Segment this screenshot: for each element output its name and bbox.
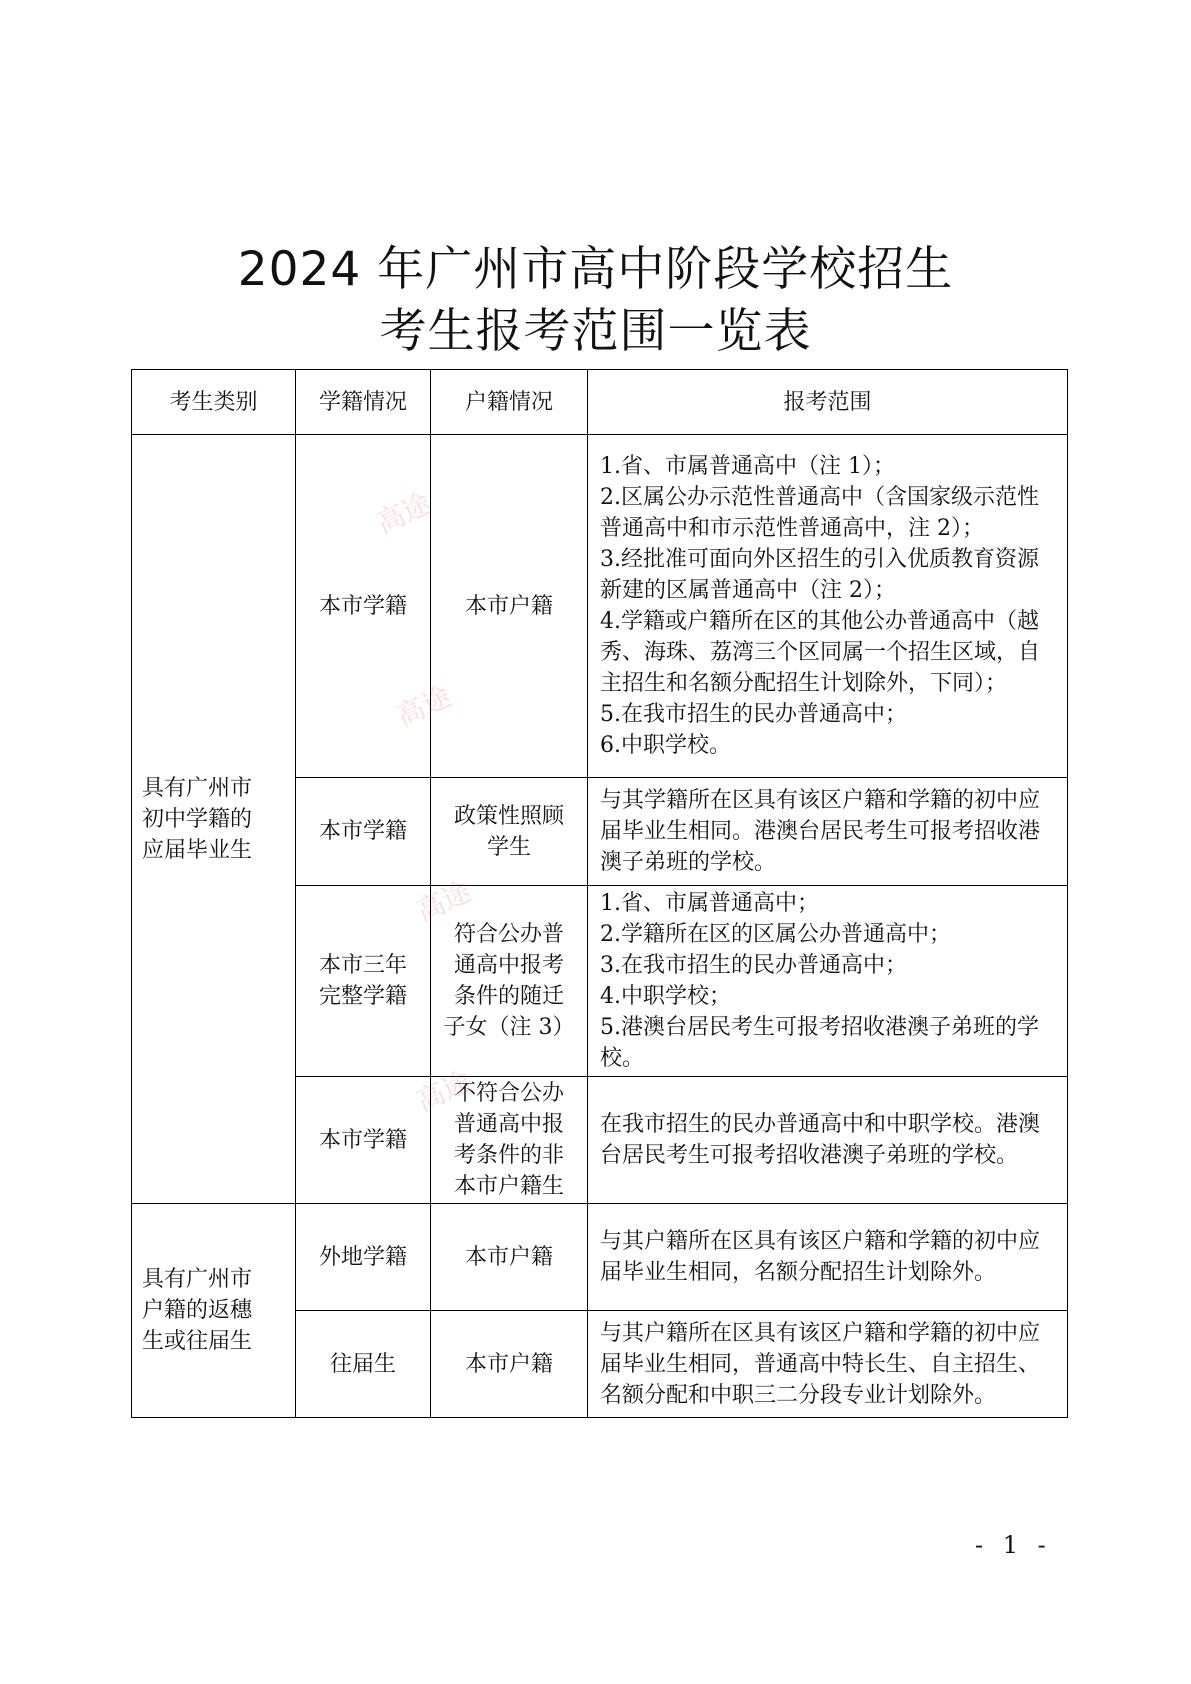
column-header-category: 考生类别 [132, 370, 296, 435]
scope-item: 4.中职学校； [600, 984, 731, 1009]
huji-cell [431, 1077, 588, 1204]
category-cell-line: 初中学籍的 [142, 806, 253, 832]
watermark-logo: 高途 [411, 1064, 476, 1119]
xueji-cell [296, 778, 431, 886]
category-cell-line: 户籍的返穗 [142, 1298, 253, 1323]
scope-cell [588, 1311, 1068, 1418]
huji-cell-line: 本市户籍 [464, 1351, 553, 1377]
scope-item: 5.在我市招生的民办普通高中； [600, 702, 907, 727]
category-cell-line: 应届毕业生 [142, 837, 253, 863]
huji-cell [431, 886, 588, 1077]
scope-item: 2.区属公办示范性普通高中（含国家级示范性普通高中和市示范性普通高中，注 2）； [600, 485, 1039, 541]
scope-item: 3.经批准可面向外区招生的引入优质教育资源新建的区属普通高中（注 2）； [600, 547, 1039, 603]
xueji-cell [296, 1077, 431, 1204]
scope-item: 在我市招生的民办普通高中和中职学校。港澳台居民考生可报考招收港澳子弟班的学校。 [600, 1112, 1041, 1168]
xueji-cell [296, 435, 431, 778]
scope-cell [588, 778, 1068, 886]
huji-cell-line: 本市户籍 [464, 593, 553, 619]
xueji-cell-line: 往届生 [329, 1351, 396, 1377]
huji-cell [431, 435, 588, 778]
scope-item: 5.港澳台居民考生可报考招收港澳子弟班的学校。 [600, 1015, 1039, 1071]
huji-cell [431, 1204, 588, 1311]
column-header-scope: 报考范围 [588, 370, 1068, 435]
huji-cell-line: 本市户籍生 [453, 1174, 564, 1199]
xueji-cell [296, 886, 431, 1077]
page-title-line1: 2024 年广州市高中阶段学校招生 [237, 242, 954, 297]
xueji-cell-line: 本市学籍 [318, 1127, 407, 1153]
scope-cell [588, 435, 1068, 778]
huji-cell-line: 通高中报考 [453, 953, 564, 978]
scope-item: 与其户籍所在区具有该区户籍和学籍的初中应届毕业生相同，普通高中特长生、自主招生、名额分配和中职三二分段专业计划除外。 [600, 1320, 1041, 1408]
category-cell-line: 具有广州市 [142, 775, 253, 801]
scope-item: 6.中职学校。 [600, 733, 731, 758]
huji-cell-line: 学生 [486, 834, 531, 860]
huji-cell [431, 1311, 588, 1418]
xueji-cell-line: 完整学籍 [318, 984, 407, 1009]
scope-item: 4.学籍或户籍所在区的其他公办普通高中（越秀、海珠、荔湾三个区同属一个招生区域，自主招生和名额分配招生计划除外，下同）； [600, 609, 1041, 696]
scope-item: 与其学籍所在区具有该区户籍和学籍的初中应届毕业生相同。港澳台居民考生可报考招收港澳子弟班的学校。 [600, 788, 1041, 875]
huji-cell-line: 子女（注 3） [443, 1015, 575, 1040]
category-cell [132, 1204, 296, 1418]
xueji-cell [296, 1204, 431, 1311]
scope-item: 3.在我市招生的民办普通高中； [600, 953, 907, 978]
xueji-cell-line: 本市学籍 [318, 593, 407, 619]
xueji-cell [296, 1311, 431, 1418]
category-cell [132, 435, 296, 1204]
watermark-logo: 高途 [411, 874, 476, 929]
huji-cell-line: 不符合公办 [453, 1081, 564, 1106]
huji-cell-line: 符合公办普 [453, 922, 564, 947]
scope-cell [588, 886, 1068, 1077]
column-header-huji: 户籍情况 [431, 370, 588, 435]
admission-scope-table [131, 369, 1068, 1418]
huji-cell-line: 考条件的非 [453, 1143, 564, 1168]
xueji-cell-line: 本市学籍 [318, 819, 407, 844]
table-row [132, 435, 1068, 778]
table-row [132, 1204, 1068, 1311]
watermark-logo: 高途 [371, 486, 436, 541]
page-number: - 1 - [975, 1531, 1052, 1559]
huji-cell-line: 政策性照顾 [453, 803, 564, 829]
xueji-cell-line: 外地学籍 [318, 1244, 407, 1270]
scope-item: 1.省、市属普通高中（注 1）； [600, 454, 895, 479]
scope-item: 2.学籍所在区的区属公办普通高中； [600, 922, 951, 947]
page-title-line2: 考生报考范围一览表 [379, 304, 812, 359]
huji-cell [431, 778, 588, 886]
column-header-xueji: 学籍情况 [296, 370, 431, 435]
watermark-logo: 高途 [391, 679, 456, 734]
xueji-cell-line: 本市三年 [318, 953, 407, 978]
category-cell-line: 生或往届生 [142, 1329, 253, 1354]
huji-cell-line: 本市户籍 [464, 1244, 553, 1270]
table-body [132, 435, 1068, 1418]
scope-item: 与其户籍所在区具有该区户籍和学籍的初中应届毕业生相同，名额分配招生计划除外。 [600, 1229, 1041, 1285]
category-cell-line: 具有广州市 [142, 1267, 253, 1292]
scope-item: 1.省、市属普通高中； [600, 891, 819, 916]
table-header-row [132, 370, 1068, 435]
huji-cell-line: 条件的随迁 [453, 984, 564, 1009]
scope-cell [588, 1077, 1068, 1204]
huji-cell-line: 普通高中报 [453, 1112, 564, 1137]
scope-cell [588, 1204, 1068, 1311]
